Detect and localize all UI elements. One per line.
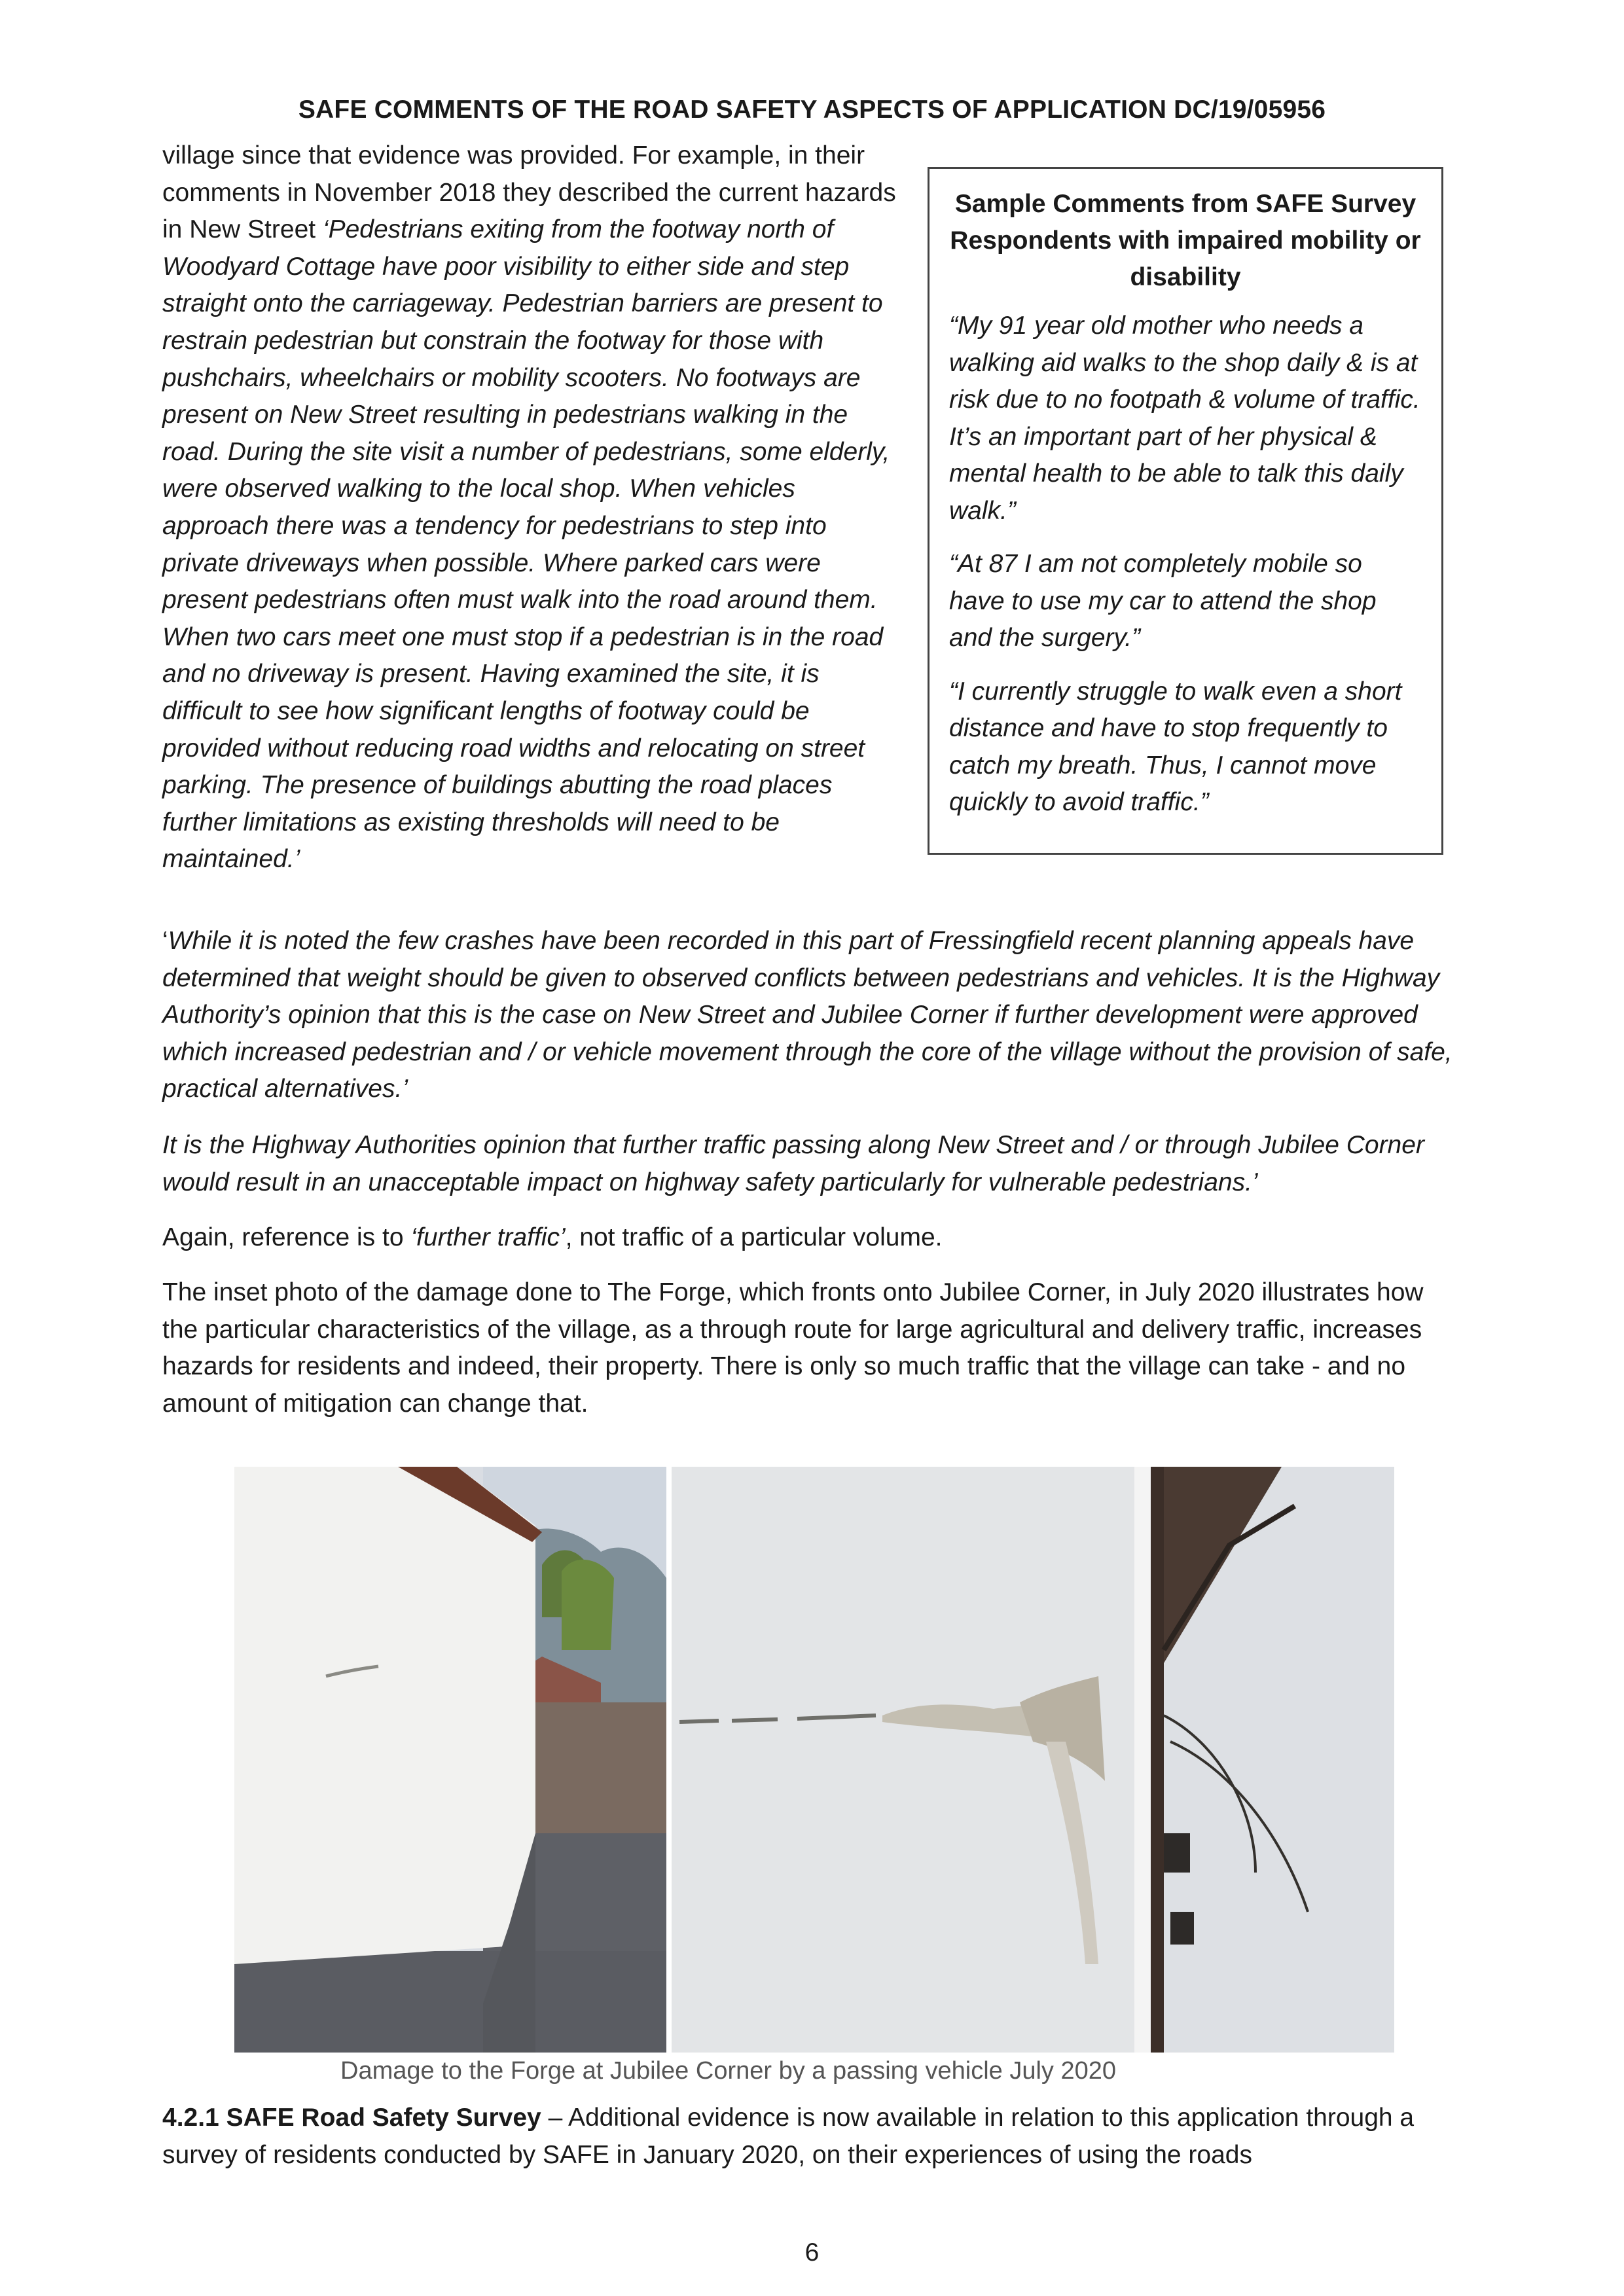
survey-comments-box	[928, 167, 1443, 855]
forge-damage-photo	[234, 1467, 1394, 2053]
middle-photo-panel	[666, 1467, 1134, 2053]
open-quote-mark: ‘	[162, 927, 168, 955]
right-photo-panel	[1134, 1467, 1394, 2053]
respondent-quote: “My 91 year old mother who needs a walking aid walks to the shop daily & is at risk due to no footpath & volume of traffic. It’s an important part of her physical & mental health to be able to talk this daily walk.”	[949, 312, 1420, 525]
intro-text: village since that evidence was provided. For example, in their comments in November 2018 they described the current hazards in New Street	[162, 141, 896, 244]
respondent-quote: “At 87 I am not completely mobile so have to use my car to attend the shop and the surgery.”	[949, 550, 1377, 652]
paragraph-further-traffic	[162, 1219, 1465, 1257]
photo-caption: Damage to the Forge at Jubilee Corner by a passing vehicle July 2020	[340, 2057, 1117, 2085]
section-heading: 4.2.1 SAFE Road Safety Survey	[162, 2104, 541, 2132]
paragraph-highway-opinion	[162, 923, 1465, 1108]
further-traffic-emphasis: ‘further traffic’	[410, 1223, 566, 1251]
section-road-safety-survey	[162, 2100, 1465, 2174]
paragraph-forge-damage: The inset photo of the damage done to The Forge, which fronts onto Jubilee Corner, in July 2020 illustrates how the particular characteristics of the village, as a through route for large agricultural and delivery traffic, increases hazards for residents and indeed, their property. There is only so much traffic that the village can take - and no amount of mitigation can change that.	[162, 1278, 1424, 1418]
section-text: – Additional evidence is now available in relation to this application through a survey of residents conducted by SAFE in January 2020, on their experiences of using the roads	[162, 2104, 1415, 2169]
respondent-quote: “I currently struggle to walk even a short distance and have to stop frequently to catch my breath. Thus, I cannot move quickly to avoid traffic.”	[949, 677, 1402, 816]
further-traffic-prefix: Again, reference is to	[162, 1223, 411, 1251]
paragraph-highway-opinion-text: While it is noted the few crashes have been recorded in this part of Fressingfield recent planning appeals have determined that weight should be given to observed conflicts between pedestrians and vehicles. It is the Highway Authority’s opinion that this is the case on New Street and Jubilee Corner if further development were approved which increased pedestrian and / or vehicle movement through the core of the village without the provision of safe, practical alternatives.’	[162, 927, 1453, 1103]
left-column-text	[162, 137, 902, 878]
sidebox-title: Sample Comments from SAFE Survey Respondents with impaired mobility or disability	[950, 190, 1421, 291]
paragraph-unacceptable-impact: It is the Highway Authorities opinion that further traffic passing along New Street and / or through Jubilee Corner would result in an unacceptable impact on highway safety particularly for vulnerable pedestrians.’	[162, 1131, 1424, 1196]
further-traffic-suffix: , not traffic of a particular volume.	[565, 1223, 943, 1251]
page-number: 6	[804, 2238, 820, 2267]
highway-quote: ‘Pedestrians exiting from the footway north of Woodyard Cottage have poor visibility to either side and step straight onto the carriageway. Pedestrian barriers are present to restrain pedestrian but constrain the footway for those with pushchairs, wheelchairs or mobility scooters. No footways are present on New Street resulting in pedestrians walking in the road. During the site visit a number of pedestrians, some elderly, were observed walking to the local shop. When vehicles approach there was a tendency for pedestrians to step into private driveways when possible. Where parked cars were present pedestrians often must walk into the road around them. When two cars meet one must stop if a pedestrian is in the road and no driveway is present. Having examined the site, it is difficult to see how significant lengths of footway could be provided without reducing road widths and relocating on street parking. The presence of buildings abutting the road places further limitations as existing thresholds will need to be maintained.’	[162, 215, 890, 874]
left-photo-panel	[234, 1467, 666, 2053]
page-header: SAFE COMMENTS OF THE ROAD SAFETY ASPECTS OF APPLICATION DC/19/05956	[298, 96, 1326, 124]
